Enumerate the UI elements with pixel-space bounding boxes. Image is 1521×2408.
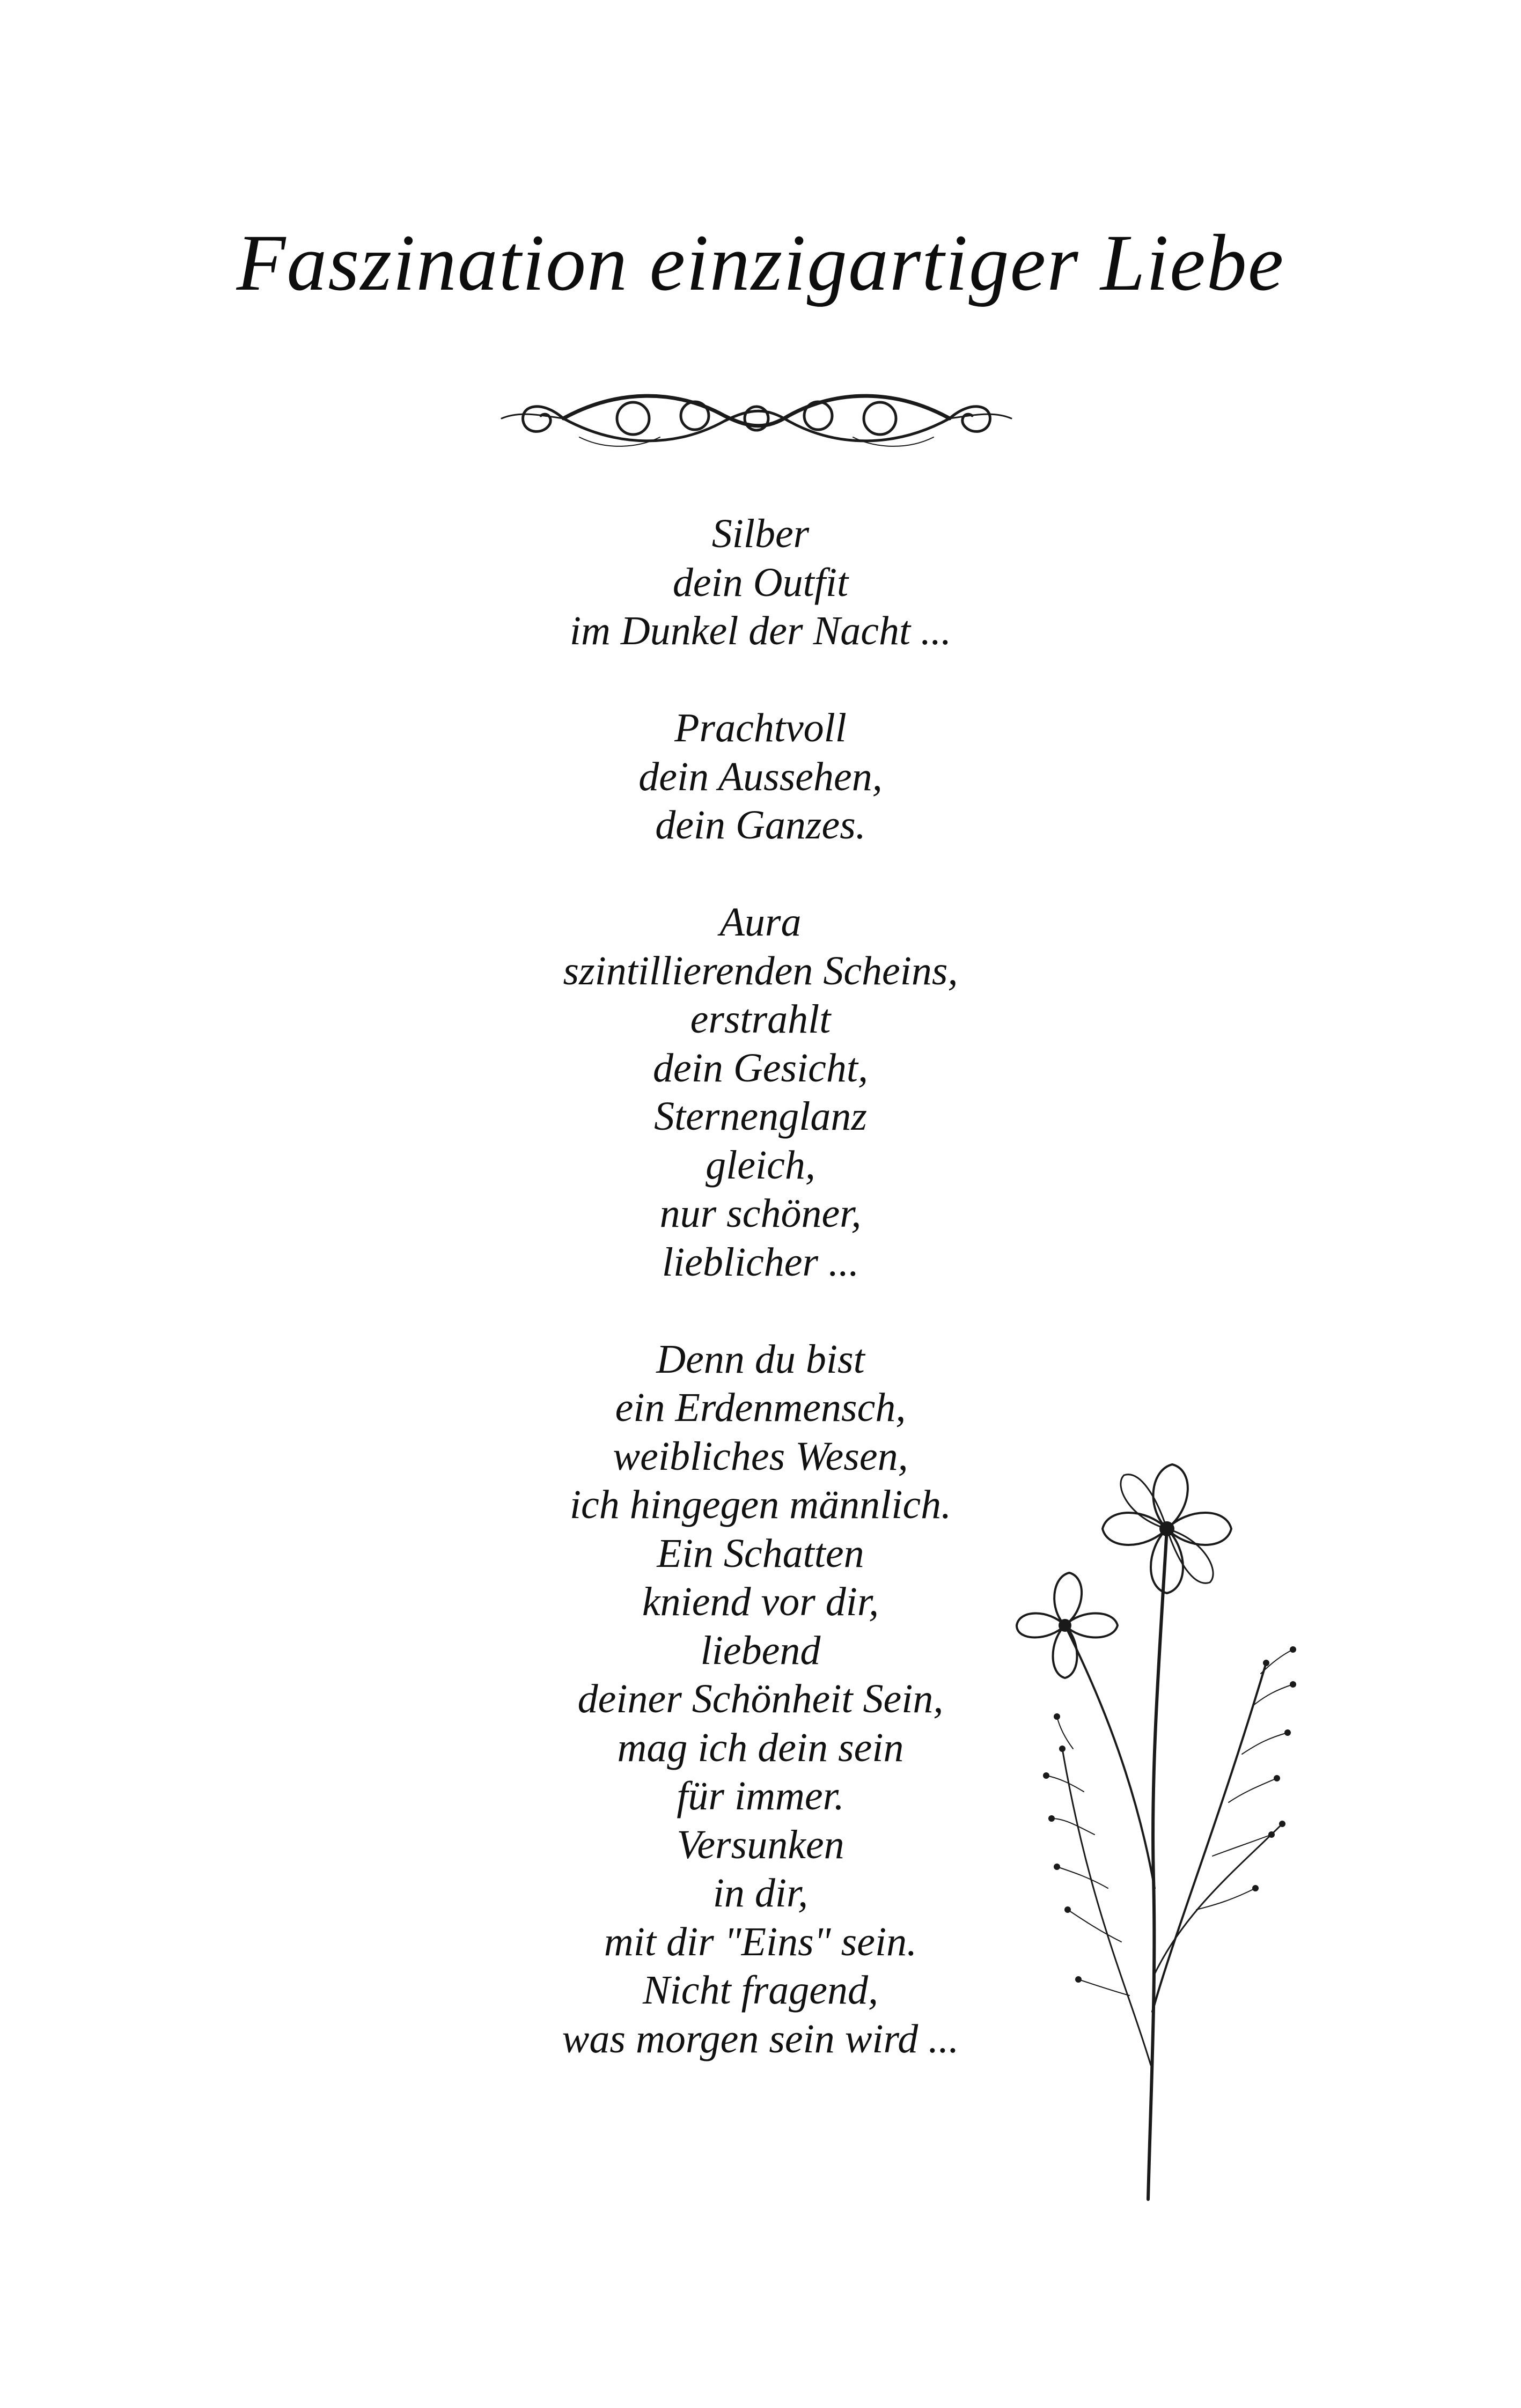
stanza [0, 898, 1521, 1286]
poem-line: ich hingegen männlich. [569, 1482, 952, 1527]
poem-line: gleich, [706, 1142, 815, 1188]
poem-line: im Dunkel der Nacht ... [569, 608, 952, 653]
poem-line: dein Ganzes. [655, 802, 866, 848]
poem-line: ein Erdenmensch, [615, 1385, 906, 1430]
wildflower-illustration-icon [1014, 1448, 1325, 2210]
poem-line: lieblicher ... [662, 1239, 859, 1285]
poem-line: Sternenglanz [654, 1094, 867, 1139]
poem-line: mit dir "Eins" sein. [604, 1919, 917, 1964]
poem-line: Silber [711, 511, 810, 556]
poem-line: nur schöner, [659, 1191, 862, 1236]
poem-line: für immer. [677, 1773, 844, 1818]
stanza [0, 704, 1521, 850]
poem-line: Versunken [677, 1822, 844, 1867]
poem-line: Prachtvoll [674, 705, 847, 750]
poem-line: mag ich dein sein [617, 1725, 904, 1770]
poem-title: Faszination einzigartiger Liebe [236, 218, 1285, 307]
poem-line: dein Aussehen, [638, 754, 883, 799]
poem-line: was morgen sein wird ... [562, 2016, 959, 2061]
poem-line: Aura [719, 900, 802, 945]
poem-line: Ein Schatten [657, 1530, 864, 1576]
poem-line: in dir, [712, 1871, 809, 1916]
stanza [0, 510, 1521, 656]
poem-line: weibliches Wesen, [613, 1433, 908, 1479]
flourish-divider-icon [499, 378, 1014, 459]
poem-line: kniend vor dir, [642, 1579, 879, 1624]
poem-line: dein Gesicht, [652, 1045, 868, 1091]
poem-line: liebend [700, 1628, 821, 1673]
poem-line: Denn du bist [656, 1336, 865, 1382]
poem-line: dein Outfit [672, 559, 849, 605]
poem-line: erstrahlt [690, 997, 831, 1042]
poem-line: Nicht fragend, [642, 1968, 879, 2013]
poem-line: szintillierenden Scheins, [563, 948, 958, 993]
poem-line: deiner Schönheit Sein, [577, 1676, 944, 1721]
